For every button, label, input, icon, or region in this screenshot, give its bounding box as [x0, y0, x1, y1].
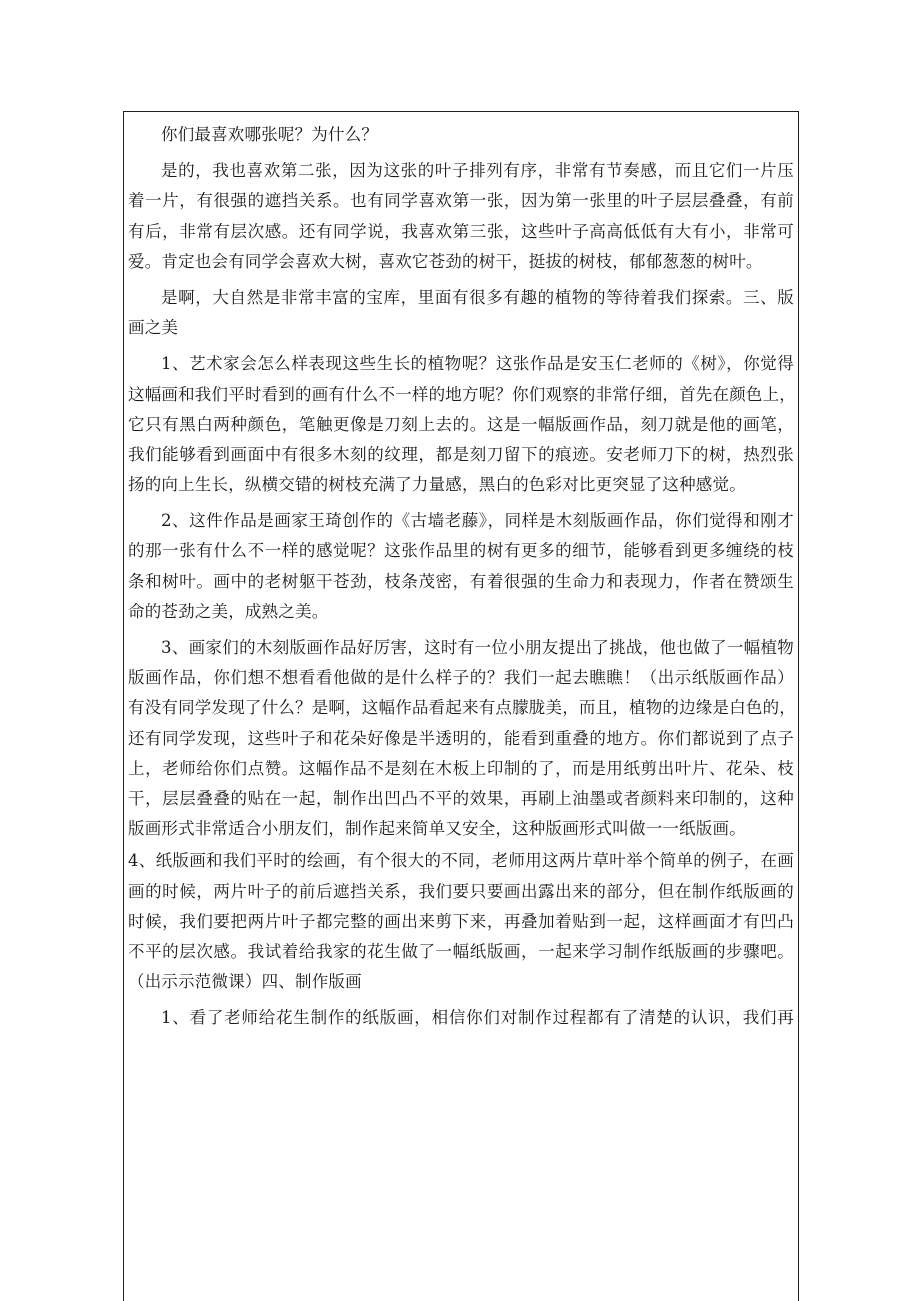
document-body	[128, 120, 794, 1039]
text-line: 是的，我也喜欢第二张，因为这张的叶子排列有序，非常有节奏感，而且它们一片压	[161, 161, 794, 181]
text-line: 有没有同学发现了什么？是啊，这幅作品看起来有点朦胧美，而且，植物的边缘是白色的，	[128, 698, 796, 718]
text-line: 不平的层次感。我试着给我家的花生做了一幅纸版画，一起来学习制作纸版画的步骤吧。	[128, 941, 794, 961]
text-line: 它只有黑白两种颜色，笔触更像是刀刻上去的。这是一幅版画作品，刻刀就是他的画笔，	[128, 414, 794, 434]
text-line: 4、纸版画和我们平时的绘画，有个很大的不同，老师用这两片草叶举个简单的例子，在画	[128, 851, 794, 871]
text-line: 版画作品，你们想不想看看他做的是什么样子的？我们一起去瞧瞧！（出示纸版画作品）	[128, 668, 794, 688]
paragraph-favorite-answer	[128, 156, 794, 277]
text-line: （出示示范微课）四、制作版画	[128, 972, 362, 992]
text-line: 的那一张有什么不一样的感觉呢？这张作品里的树有更多的细节，能够看到更多缠绕的枝	[128, 541, 794, 561]
text-line: 我们能够看到画面中有很多木刻的纹理，都是刻刀留下的痕迹。安老师刀下的树，热烈张	[128, 444, 794, 464]
text-line: 这幅画和我们平时看到的画有什么不一样的地方呢？你们观察的非常仔细，首先在颜色上，	[128, 384, 796, 404]
text-line: 扬的向上生长，纵横交错的树枝充满了力量感，黑白的色彩对比更突显了这种感觉。	[128, 475, 746, 495]
text-line: 条和树叶。画中的老树躯干苍劲，枝条茂密，有着很强的生命力和表现力，作者在赞颂生	[128, 571, 794, 591]
paragraph-question	[128, 120, 794, 150]
text-line: 干，层层叠叠的贴在一起，制作出凹凸不平的效果，再刷上油墨或者颜料来印制的，这种	[128, 788, 794, 808]
paragraph-item-2	[128, 506, 794, 627]
paragraph-make-print-1	[128, 1003, 794, 1033]
text-line: 有后，非常有层次感。还有同学说，我喜欢第三张，这些叶子高高低低有大有小，非常可	[128, 221, 794, 241]
text-line: 画之美	[128, 318, 179, 338]
text-line: 时候，我们要把两片叶子都完整的画出来剪下来，再叠加着贴到一起，这样画面才有凹凸	[128, 911, 794, 931]
text-line: 还有同学发现，这些叶子和花朵好像是半透明的，能看到重叠的地方。你们都说到了点子	[128, 728, 794, 748]
text-line: 画的时候，两片叶子的前后遮挡关系，我们要只要画出露出来的部分，但在制作纸版画的	[128, 881, 794, 901]
text-line: 1、艺术家会怎么样表现这些生长的植物呢？这张作品是安玉仁老师的《树》，你觉得	[161, 354, 794, 374]
paragraph-item-3	[128, 633, 794, 844]
paragraph-item-1	[128, 349, 794, 500]
text-line: 上，老师给你们点赞。这幅作品不是刻在木板上印制的了，而是用纸剪出叶片、花朵、枝	[128, 758, 794, 778]
text-line: 你们最喜欢哪张呢？为什么？	[161, 125, 379, 144]
text-line: 版画形式非常适合小朋友们，制作起来简单又安全，这种版画形式叫做一一纸版画。	[128, 819, 746, 839]
text-line: 爱。肯定也会有同学会喜欢大树，喜欢它苍劲的树干，挺拔的树枝，郁郁葱葱的树叶。	[128, 251, 763, 271]
paragraph-item-4	[128, 846, 794, 997]
text-line: 2、这件作品是画家王琦创作的《古墙老藤》，同样是木刻版画作品，你们觉得和刚才	[161, 511, 794, 531]
text-line: 1、看了老师给花生制作的纸版画，相信你们对制作过程都有了清楚的认识，我们再	[161, 1008, 794, 1028]
text-line: 着一片，有很强的遮挡关系。也有同学喜欢第一张，因为第一张里的叶子层层叠叠，有前	[128, 191, 794, 211]
text-line: 命的苍劲之美，成熟之美。	[128, 601, 329, 621]
text-line: 3、画家们的木刻版画作品好厉害，这时有一位小朋友提出了挑战，他也做了一幅植物	[161, 638, 794, 657]
text-line: 是啊，大自然是非常丰富的宝库，里面有很多有趣的植物的等待着我们探索。三、版	[161, 287, 794, 307]
paragraph-nature-treasure	[128, 283, 794, 343]
